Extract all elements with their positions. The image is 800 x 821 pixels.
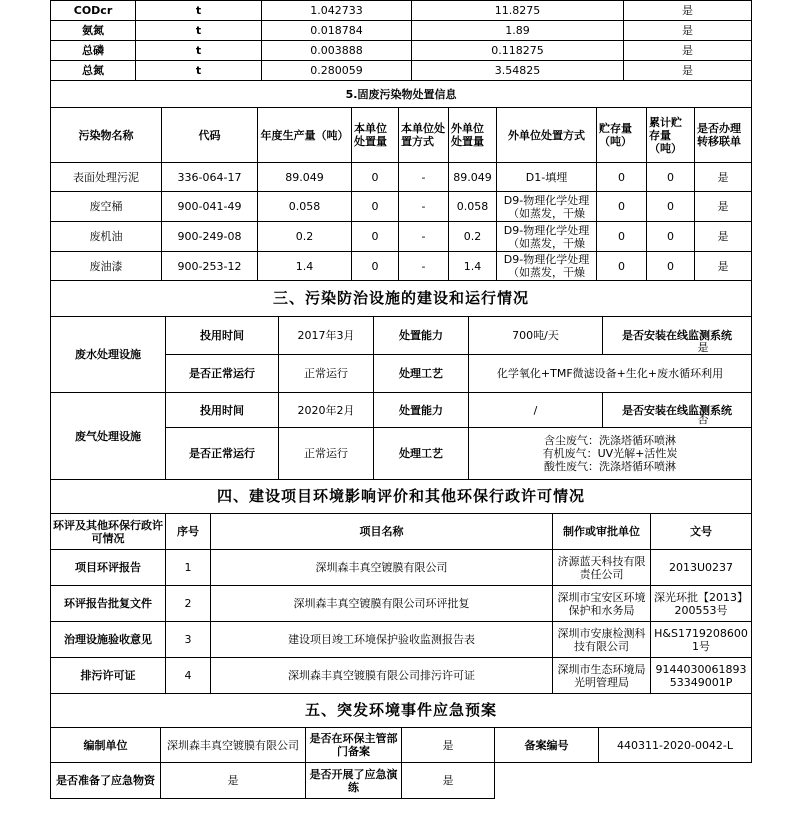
normal-run-label: 是否正常运行: [166, 428, 279, 480]
cell: 0.058: [449, 192, 497, 222]
column-header: 文号: [651, 514, 752, 550]
blank-cell: [495, 763, 599, 799]
cell: 表面处理污泥: [51, 163, 162, 192]
pollutant-name: 氨氮: [51, 21, 136, 41]
table-row: [51, 21, 752, 41]
cell: D1-填埋: [497, 163, 597, 192]
capacity-label: 处置能力: [374, 317, 469, 355]
cell: 0.2: [449, 222, 497, 252]
cell: 深圳森丰真空镀膜有限公司环评批复: [211, 586, 553, 622]
start-time-label: 投用时间: [166, 317, 279, 355]
permit-value: 3.54825: [412, 61, 624, 81]
filed-value: 是: [402, 728, 495, 763]
supplies-value: 是: [161, 763, 306, 799]
cell: 900-041-49: [162, 192, 258, 222]
unit: t: [136, 21, 262, 41]
supplies-label: 是否准备了应急物资: [51, 763, 161, 799]
water-normal-run: 正常运行: [279, 355, 374, 393]
gas-process-line: 含尘废气：洗涤塔循环喷淋: [544, 434, 676, 447]
column-header: 项目名称: [211, 514, 553, 550]
unit: t: [136, 61, 262, 81]
table-row: [51, 550, 752, 586]
column-header: 外单位处置方式: [497, 108, 597, 163]
cell: 0: [597, 163, 647, 192]
cell: 0: [352, 163, 399, 192]
compliance-value: 是: [624, 1, 752, 21]
cell: 1: [166, 550, 211, 586]
gas-start-time: 2020年2月: [279, 393, 374, 428]
cell: 4: [166, 658, 211, 694]
gas-online-value: 否: [697, 413, 709, 426]
emissions-table: [50, 0, 752, 81]
cell: [497, 252, 597, 281]
compliance-value: 是: [624, 21, 752, 41]
unit: t: [136, 1, 262, 21]
column-header: 制作或审批单位: [553, 514, 651, 550]
table-row: [51, 61, 752, 81]
column-header: 污染物名称: [51, 108, 162, 163]
cell: 济源蓝天科技有限责任公司: [553, 550, 651, 586]
table-row: [51, 163, 752, 192]
cell: [497, 222, 597, 252]
table-row: [51, 393, 752, 428]
cell: 0: [597, 222, 647, 252]
unit: t: [136, 41, 262, 61]
table-row: [51, 622, 752, 658]
disposal-method: D9-物理化学处理（如蒸发，干燥: [503, 253, 590, 279]
water-capacity: 700吨/天: [469, 317, 603, 355]
cell: 深光环批【2013】200553号: [651, 586, 752, 622]
column-header: 本单位处置方式: [399, 108, 449, 163]
facilities-table: [50, 280, 752, 480]
online-monitor-label: 是否安装在线监测系统: [603, 317, 752, 355]
cell: -: [399, 163, 449, 192]
table-row: [51, 480, 752, 514]
column-header: 序号: [166, 514, 211, 550]
gas-process: [469, 428, 752, 480]
online-monitor-label: 是否安装在线监测系统: [603, 393, 752, 428]
cell: 深圳市生态环境局光明管理局: [553, 658, 651, 694]
table-row: [51, 1, 752, 21]
column-header: 代码: [162, 108, 258, 163]
disposal-method: D9-物理化学处理（如蒸发，干燥: [503, 193, 590, 220]
cell: 废空桶: [51, 192, 162, 222]
cell: 深圳市宝安区环境保护和水务局: [553, 586, 651, 622]
water-facility-label: 废水处理设施: [51, 317, 166, 393]
permits-table: [50, 479, 752, 694]
cell: -: [399, 252, 449, 281]
section-4-title: 四、建设项目环境影响评价和其他环保行政许可情况: [51, 480, 752, 514]
table-header-row: [51, 514, 752, 550]
table-row: [51, 41, 752, 61]
cell: 0: [597, 192, 647, 222]
process-label: 处理工艺: [374, 355, 469, 393]
cell: -: [399, 192, 449, 222]
gas-process-line: 有机废气：UV光解+活性炭: [542, 447, 678, 460]
permit-value: 0.118275: [412, 41, 624, 61]
column-header: 贮存量（吨）: [597, 108, 647, 163]
cell: 900-253-12: [162, 252, 258, 281]
gas-capacity: /: [469, 393, 603, 428]
table-row: [51, 763, 752, 799]
section-3-title: 三、污染防治设施的建设和运行情况: [51, 281, 752, 317]
column-header: 环评及其他环保行政许可情况: [51, 514, 166, 550]
cell: 0: [647, 163, 695, 192]
compliance-value: 是: [624, 61, 752, 81]
cell: 0: [352, 222, 399, 252]
cell: -: [399, 222, 449, 252]
permit-value: 11.8275: [412, 1, 624, 21]
cell: 914403006189353349001P: [651, 658, 752, 694]
cell: 项目环评报告: [51, 550, 166, 586]
table-row: [51, 222, 752, 252]
emergency-plan-table: [50, 693, 752, 799]
cell: 0: [597, 252, 647, 281]
report-sheet: [50, 0, 751, 821]
cell: 0.058: [258, 192, 352, 222]
table-row: [51, 317, 752, 355]
water-process: 化学氧化+TMF微滤设备+生化+废水循环利用: [469, 355, 752, 393]
cell: 废油漆: [51, 252, 162, 281]
table-row: [51, 81, 752, 108]
cell: 1.4: [449, 252, 497, 281]
column-header: 累计贮存量（吨）: [647, 108, 695, 163]
cell: 1.4: [258, 252, 352, 281]
cell: 0: [647, 192, 695, 222]
table-row: [51, 586, 752, 622]
cell: 深圳市安康检测科技有限公司: [553, 622, 651, 658]
cell: 0: [352, 252, 399, 281]
table-row: [51, 694, 752, 728]
column-header: 本单位处置量: [352, 108, 399, 163]
pollutant-name: CODcr: [51, 1, 136, 21]
cell: 是: [695, 163, 752, 192]
disposal-method: D9-物理化学处理（如蒸发，干燥: [503, 223, 590, 250]
cell: 2: [166, 586, 211, 622]
cell: 2013U0237: [651, 550, 752, 586]
pollutant-name: 总磷: [51, 41, 136, 61]
cell: 深圳森丰真空镀膜有限公司: [211, 550, 553, 586]
drill-value: 是: [402, 763, 495, 799]
cell: [497, 192, 597, 222]
normal-run-label: 是否正常运行: [166, 355, 279, 393]
actual-value: 0.280059: [262, 61, 412, 81]
actual-value: 0.018784: [262, 21, 412, 41]
solid-waste-table: [50, 80, 752, 281]
cell: 0.2: [258, 222, 352, 252]
start-time-label: 投用时间: [166, 393, 279, 428]
actual-value: 0.003888: [262, 41, 412, 61]
cell: 89.049: [449, 163, 497, 192]
table-row: [51, 281, 752, 317]
cell: 排污许可证: [51, 658, 166, 694]
capacity-label: 处置能力: [374, 393, 469, 428]
cell: 0: [647, 252, 695, 281]
filing-number-label: 备案编号: [495, 728, 599, 763]
cell: 环评报告批复文件: [51, 586, 166, 622]
water-start-time: 2017年3月: [279, 317, 374, 355]
cell: H&S17192086001号: [651, 622, 752, 658]
compiler-value: 深圳森丰真空镀膜有限公司: [161, 728, 306, 763]
cell: 336-064-17: [162, 163, 258, 192]
table-row: [51, 252, 752, 281]
cell: 是: [695, 192, 752, 222]
table-row: [51, 192, 752, 222]
compliance-value: 是: [624, 41, 752, 61]
blank-cell: [599, 763, 752, 799]
cell: 废机油: [51, 222, 162, 252]
table-header-row: [51, 108, 752, 163]
pollutant-name: 总氮: [51, 61, 136, 81]
column-header: 年度生产量（吨）: [258, 108, 352, 163]
cell: 0: [647, 222, 695, 252]
cell: 深圳森丰真空镀膜有限公司排污许可证: [211, 658, 553, 694]
process-label: 处理工艺: [374, 428, 469, 480]
cell: 900-249-08: [162, 222, 258, 252]
cell: 是: [695, 222, 752, 252]
compiler-label: 编制单位: [51, 728, 161, 763]
column-header: 是否办理转移联单: [695, 108, 752, 163]
cell: 89.049: [258, 163, 352, 192]
filing-number-value: 440311-2020-0042-L: [599, 728, 752, 763]
cell: 治理设施验收意见: [51, 622, 166, 658]
permit-value: 1.89: [412, 21, 624, 41]
water-online-value: 是: [697, 341, 709, 354]
gas-process-line: 酸性废气：洗涤塔循环喷淋: [544, 460, 676, 473]
gas-facility-label: 废气处理设施: [51, 393, 166, 480]
cell: 0: [352, 192, 399, 222]
solid-waste-title: 5.固废污染物处置信息: [51, 81, 752, 108]
drill-label: 是否开展了应急演练: [306, 763, 402, 799]
table-row: [51, 658, 752, 694]
table-row: [51, 728, 752, 763]
cell: 是: [695, 252, 752, 281]
section-5-title: 五、突发环境事件应急预案: [51, 694, 752, 728]
cell: 建设项目竣工环境保护验收监测报告表: [211, 622, 553, 658]
filed-label: 是否在环保主管部门备案: [306, 728, 402, 763]
actual-value: 1.042733: [262, 1, 412, 21]
column-header: 外单位处置量: [449, 108, 497, 163]
gas-normal-run: 正常运行: [279, 428, 374, 480]
cell: 3: [166, 622, 211, 658]
